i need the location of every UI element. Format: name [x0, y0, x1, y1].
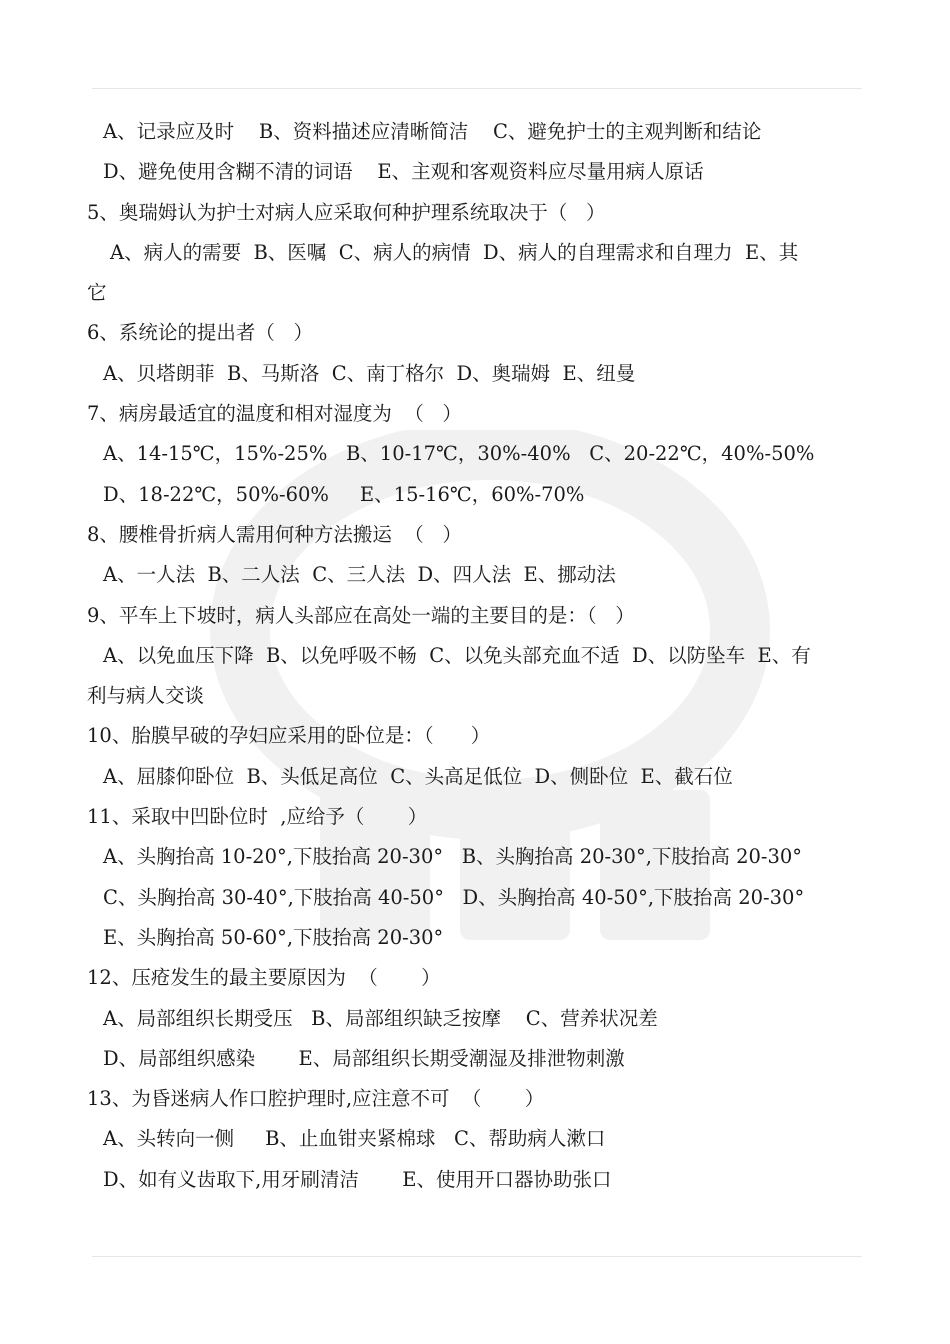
text-line: 11、采取中凹卧位时 ,应给予（ ）: [87, 805, 428, 829]
question-list: [0, 112, 950, 1200]
footer-rule: [92, 1256, 862, 1257]
text-line: 13、为昏迷病人作口腔护理时,应注意不可 （ ）: [87, 1087, 545, 1111]
text-line: A、病人的需要 B、医嘱 C、病人的病情 D、病人的自理需求和自理力 E、其: [110, 240, 799, 264]
text-line: A、记录应及时 B、资料描述应清晰简洁 C、避免护士的主观判断和结论: [103, 120, 762, 143]
text-line: D、如有义齿取下,用牙刷清洁 E、使用开口器协助张口: [103, 1167, 612, 1191]
text-line: 8、腰椎骨折病人需用何种方法搬运 （ ）: [87, 522, 462, 546]
text-line: A、局部组织长期受压 B、局部组织缺乏按摩 C、营养状况差: [103, 1006, 658, 1030]
text-line: A、14-15℃，15%-25% B、10-17℃，30%-40% C、20-22℃，40%-50%: [103, 442, 815, 466]
text-line: A、头转向一侧 B、止血钳夹紧棉球 C、帮助病人漱口: [103, 1127, 606, 1151]
text-line: 利与病人交谈: [87, 684, 205, 708]
text-line: 10、胎膜早破的孕妇应采用的卧位是：（ ）: [87, 724, 491, 748]
text-line: E、头胸抬高 50-60°,下肢抬高 20-30°: [103, 925, 444, 949]
text-line: A、屈膝仰卧位 B、头低足高位 C、头高足低位 D、侧卧位 E、截石位: [103, 764, 733, 788]
text-line: 7、病房最适宜的温度和相对湿度为 （ ）: [87, 402, 462, 426]
text-line: D、局部组织感染 E、局部组织长期受潮湿及排泄物刺激: [103, 1046, 625, 1070]
text-line: D、18-22℃，50%-60% E、15-16℃，60%-70%: [103, 482, 585, 506]
text-line: D、避免使用含糊不清的词语 E、主观和客观资料应尽量用病人原话: [103, 160, 704, 184]
text-line: 它: [87, 281, 107, 305]
text-line: 5、奥瑞姆认为护士对病人应采取何种护理系统取决于（ ）: [87, 200, 606, 224]
header-rule: [92, 88, 862, 89]
text-line: A、以免血压下降 B、以免呼吸不畅 C、以免头部充血不适 D、以防坠车 E、有: [103, 643, 811, 667]
text-line: C、头胸抬高 30-40°,下肢抬高 40-50° D、头胸抬高 40-50°,下肢抬高 20-30°: [103, 885, 805, 909]
text-line: 12、压疮发生的最主要原因为 （ ）: [87, 966, 441, 990]
text-line: 9、平车上下坡时，病人头部应在高处一端的主要目的是：（ ）: [87, 603, 635, 627]
text-line: A、一人法 B、二人法 C、三人法 D、四人法 E、挪动法: [103, 563, 616, 587]
text-line: 6、系统论的提出者（ ）: [87, 321, 314, 345]
text-line: A、贝塔朗菲 B、马斯洛 C、南丁格尔 D、奥瑞姆 E、纽曼: [103, 361, 636, 385]
text-line: A、头胸抬高 10-20°,下肢抬高 20-30° B、头胸抬高 20-30°,下肢抬高 20-30°: [103, 845, 803, 869]
